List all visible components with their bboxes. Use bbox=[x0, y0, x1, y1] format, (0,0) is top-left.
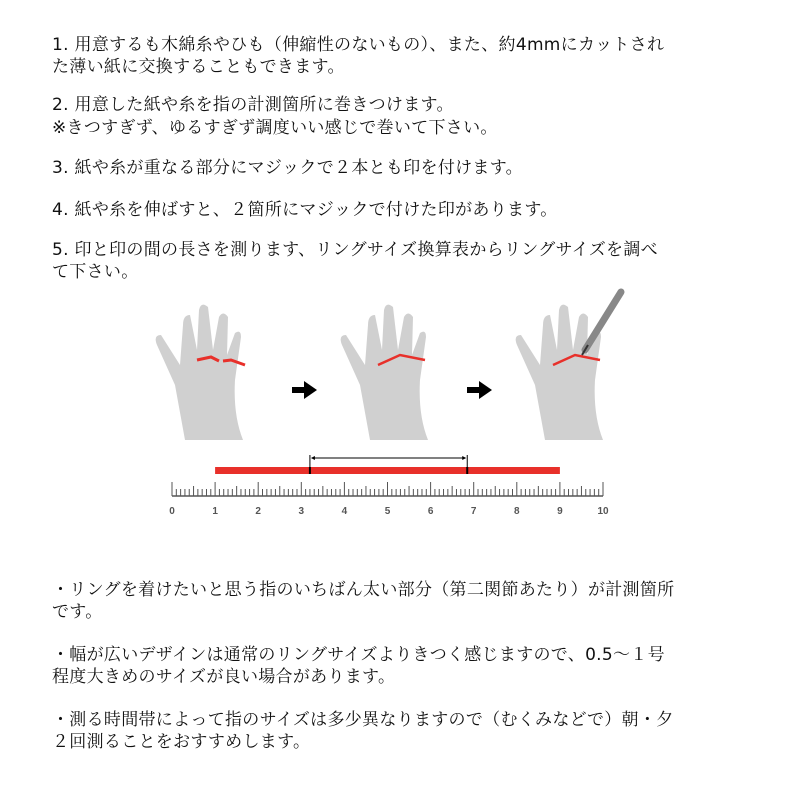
note-text: ・測る時間帯によって指のサイズは多少異なりますので（むくみなどで）朝・夕 bbox=[52, 710, 674, 730]
hand-illustration bbox=[516, 305, 603, 440]
step-text: 1. 用意するも木綿糸やひも（伸縮性のないもの）、また、約4mmにカットされ bbox=[52, 35, 665, 55]
step-text: 5. 印と印の間の長さを測ります、リングサイズ換算表からリングサイズを調べ bbox=[52, 240, 658, 260]
step-text: た薄い紙に交換することもできます。 bbox=[52, 57, 345, 77]
marker-pen-icon bbox=[582, 292, 621, 355]
note-text: です。 bbox=[52, 602, 103, 622]
step-text: て下さい。 bbox=[52, 262, 139, 282]
step-text: 2. 用意した紙や糸を指の計測箇所に巻きつけます。 bbox=[52, 95, 454, 115]
ruler-label: 5 bbox=[384, 506, 391, 517]
note-text: ２回測ることをおすすめします。 bbox=[52, 732, 311, 752]
note-text: 程度大きめのサイズが良い場合があります。 bbox=[52, 667, 396, 687]
unrolled-string bbox=[215, 467, 560, 474]
arrow-icon bbox=[292, 381, 317, 399]
ruler-label: 3 bbox=[298, 506, 305, 517]
hand-illustration bbox=[156, 305, 245, 440]
pen-mark bbox=[466, 467, 468, 474]
note-text: ・幅が広いデザインは通常のリングサイズよりきつく感じますので、0.5～１号 bbox=[52, 645, 665, 665]
ruler-label: 2 bbox=[255, 506, 261, 517]
step-text: 3. 紙や糸が重なる部分にマジックで２本とも印を付けます。 bbox=[52, 158, 523, 178]
ruler-label: 7 bbox=[470, 506, 477, 517]
step-text: ※きつすぎず、ゆるすぎず調度いい感じで巻いて下さい。 bbox=[52, 118, 498, 138]
step-text: 4. 紙や糸を伸ばすと、２箇所にマジックで付けた印があります。 bbox=[52, 200, 558, 220]
ruler-label: 10 bbox=[597, 506, 609, 517]
hand-illustration bbox=[341, 305, 428, 440]
note-text: ・リングを着けたいと思う指のいちばん太い部分（第二関節あたり）が計測箇所 bbox=[52, 580, 675, 600]
ruler-label: 4 bbox=[341, 506, 348, 517]
ruler-label: 1 bbox=[212, 506, 218, 517]
ruler-label: 6 bbox=[427, 506, 434, 517]
ruler bbox=[169, 455, 609, 517]
ruler-label: 0 bbox=[169, 506, 175, 517]
pen-mark bbox=[309, 467, 311, 474]
arrow-icon bbox=[467, 381, 492, 399]
ruler-label: 9 bbox=[557, 506, 563, 517]
ruler-label: 8 bbox=[514, 506, 520, 517]
